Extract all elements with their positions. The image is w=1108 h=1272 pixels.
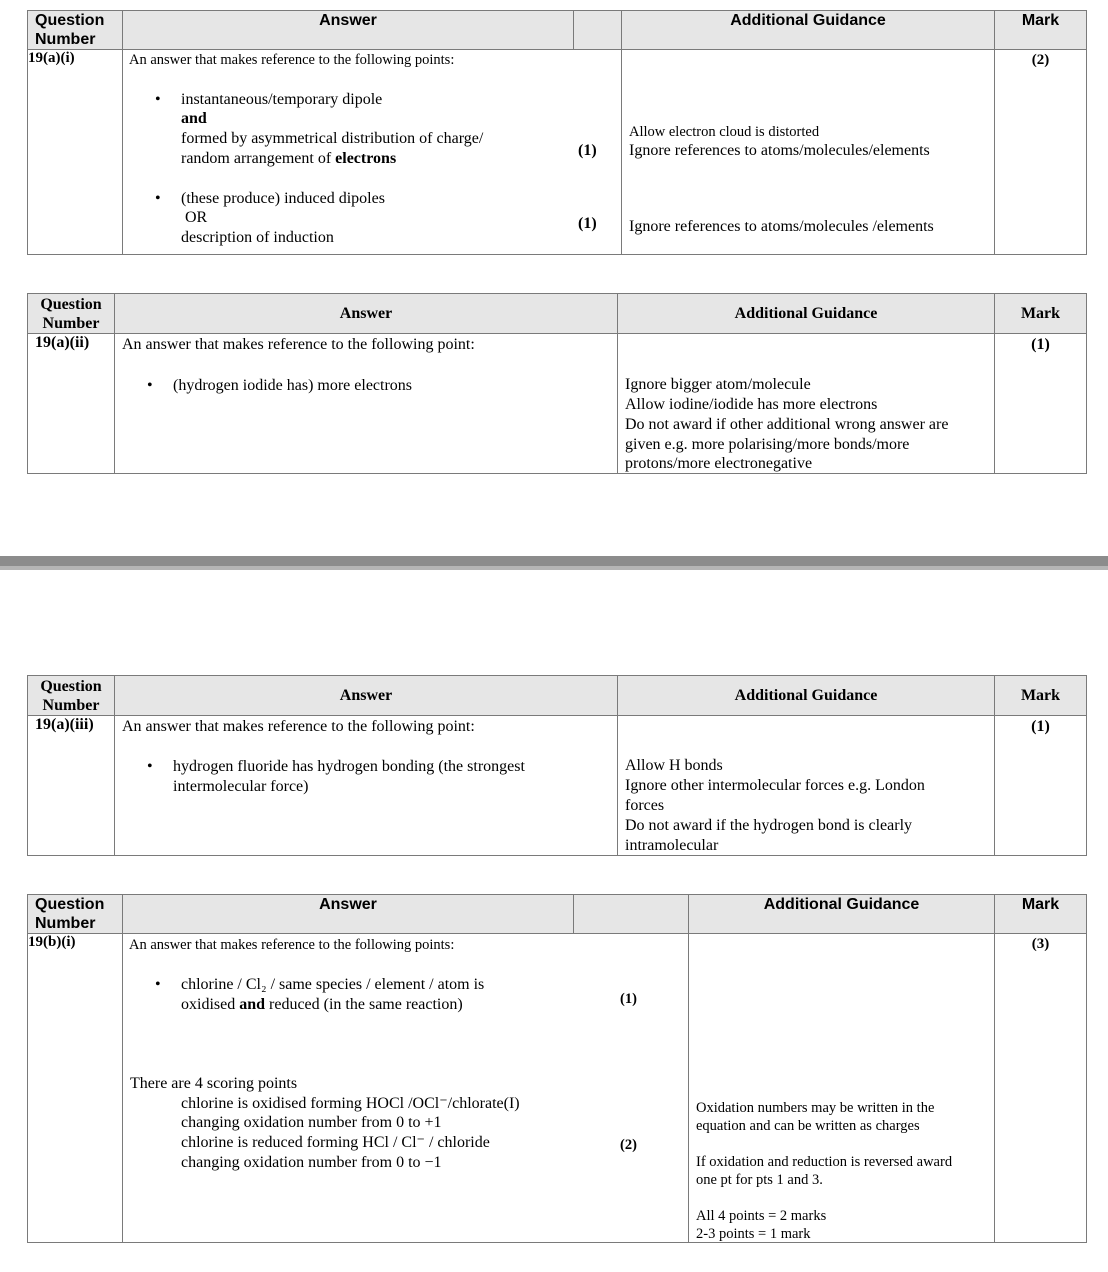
total-mark: (1) [1031, 718, 1050, 735]
header-question: Question [40, 296, 102, 313]
guidance-text: Allow electron cloud is distorted [629, 124, 820, 140]
sub-mark: (1) [578, 142, 597, 159]
total-mark: (3) [1031, 936, 1050, 952]
guidance-text: Allow H bonds [625, 757, 723, 774]
sub-mark: (2) [620, 1137, 637, 1153]
answer-text: description of induction [181, 229, 334, 246]
header-answer: Answer [319, 896, 377, 913]
header-mark: Mark [1021, 12, 1060, 29]
answer-text: formed by asymmetrical distribution of charge/ [181, 130, 484, 147]
scoring-point: chlorine is oxidised forming HOCl /OCl⁻/chlorate(I) [181, 1095, 520, 1112]
header-additional-guidance: Additional Guidance [734, 686, 878, 704]
header-mark: Mark [1020, 686, 1061, 704]
header-additional-guidance: Additional Guidance [730, 12, 886, 29]
mark-scheme-table-19bi [27, 894, 1087, 1243]
guidance-text: Do not award if other additional wrong answer are [625, 416, 949, 433]
answer-cell [123, 50, 622, 255]
mark-scheme-table-19aii [27, 293, 1087, 474]
guidance-text: Oxidation numbers may be written in the [696, 1100, 935, 1116]
answer-intro: An answer that makes reference to the following points: [129, 937, 455, 953]
answer-text: oxidised and reduced (in the same reaction) [181, 996, 463, 1013]
answer-text: hydrogen fluoride has hydrogen bonding (the strongest [173, 758, 525, 775]
guidance-text: one pt for pts 1 and 3. [696, 1172, 823, 1188]
bullet-point: • [147, 377, 153, 394]
header-additional-guidance: Additional Guidance [734, 304, 878, 322]
total-mark: (2) [1031, 52, 1050, 68]
guidance-text: forces [625, 797, 665, 814]
guidance-text: Do not award if the hydrogen bond is clearly [625, 817, 913, 834]
guidance-text: Ignore references to atoms/molecules/elements [629, 142, 930, 159]
mark-scheme-table-19ai [27, 10, 1087, 255]
answer-text: instantaneous/temporary dipole [181, 91, 383, 108]
answer-text: random arrangement of electrons [181, 150, 397, 167]
header-question: Question [40, 678, 102, 695]
header-mark: Mark [1021, 896, 1060, 913]
answer-text: intermolecular force) [173, 778, 309, 795]
sub-mark: (1) [578, 215, 597, 232]
answer-cell [115, 334, 618, 474]
guidance-text: Ignore other intermolecular forces e.g. London [625, 777, 925, 794]
scoring-point: chlorine is reduced forming HCl / Cl⁻ / chloride [181, 1134, 490, 1151]
scoring-points-title: There are 4 scoring points [130, 1075, 298, 1092]
question-number: 19(a)(iii) [35, 716, 94, 733]
answer-text: and [181, 110, 207, 127]
question-number: 19(a)(i) [28, 50, 75, 66]
header-question-number: Question Number [35, 12, 105, 48]
page-divider-shadow [0, 566, 1108, 570]
guidance-text: Ignore bigger atom/molecule [625, 376, 811, 393]
guidance-text: All 4 points = 2 marks [696, 1208, 827, 1224]
scoring-point: changing oxidation number from 0 to −1 [181, 1154, 442, 1171]
answer-cell [115, 716, 618, 856]
answer-text: chlorine / Cl₂ / same species / element / atom is [181, 976, 485, 993]
header-additional-guidance: Additional Guidance [763, 896, 920, 913]
header-question-number: Question Number [35, 896, 105, 932]
question-number: 19(a)(ii) [35, 334, 90, 351]
guidance-text: intramolecular [625, 837, 719, 854]
sub-mark: (1) [620, 991, 637, 1007]
guidance-text: 2-3 points = 1 mark [696, 1226, 811, 1242]
header-answer: Answer [339, 304, 393, 322]
answer-cell [123, 934, 689, 1243]
answer-text: (these produce) induced dipoles [181, 190, 385, 207]
guidance-text: protons/more electronegative [625, 455, 813, 472]
header-mark: Mark [1020, 304, 1061, 322]
question-number: 19(b)(i) [28, 934, 76, 950]
guidance-cell [689, 934, 995, 1243]
guidance-cell [618, 716, 995, 856]
header-answer: Answer [339, 686, 393, 704]
guidance-text: given e.g. more polarising/more bonds/more [625, 436, 910, 453]
answer-intro: An answer that makes reference to the following point: [122, 718, 475, 735]
mark-scheme-table-19aiii [27, 675, 1087, 856]
answer-text: OR [185, 209, 208, 226]
answer-intro: An answer that makes reference to the following points: [129, 52, 455, 68]
header-answer: Answer [319, 12, 377, 29]
answer-text: (hydrogen iodide has) more electrons [173, 377, 413, 394]
bullet-point: • [147, 758, 153, 775]
bullet-point: • [155, 91, 161, 108]
header-number: Number [42, 697, 100, 714]
guidance-text: equation and can be written as charges [696, 1118, 920, 1134]
scoring-point: changing oxidation number from 0 to +1 [181, 1114, 442, 1131]
bullet-point: • [155, 190, 161, 207]
guidance-text: Allow iodine/iodide has more electrons [625, 396, 878, 413]
guidance-text: Ignore references to atoms/molecules /elements [629, 218, 934, 235]
header-number: Number [42, 315, 100, 332]
guidance-text: If oxidation and reduction is reversed award [696, 1154, 953, 1170]
total-mark: (1) [1031, 336, 1050, 353]
answer-intro: An answer that makes reference to the following point: [122, 336, 475, 353]
bullet-point: • [155, 976, 161, 993]
guidance-cell [622, 50, 995, 255]
guidance-cell [618, 334, 995, 474]
